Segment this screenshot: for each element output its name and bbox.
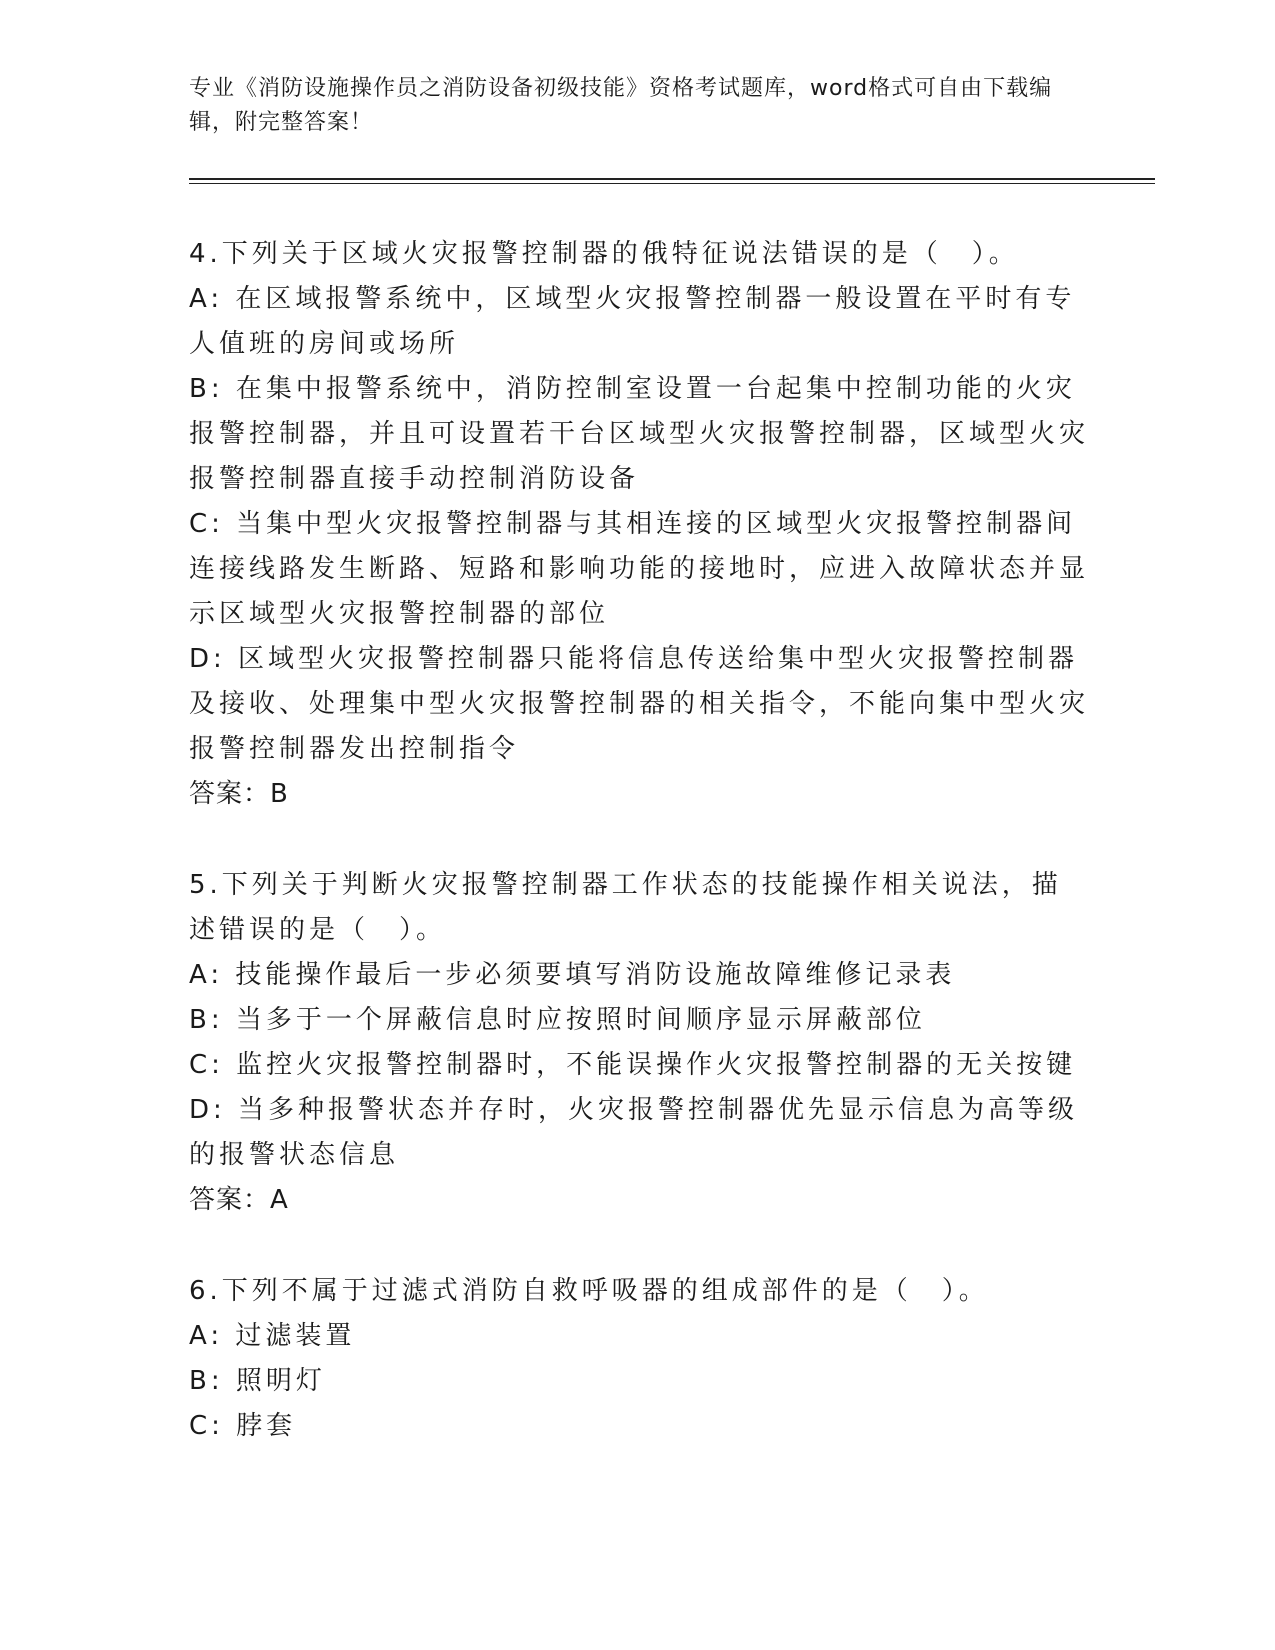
question-5 [189,863,1089,1223]
question-list [189,232,1089,1495]
question-stem: 4.下列关于区域火灾报警控制器的俄特征说法错误的是（ ）。 [189,239,1019,269]
page-header: 专业《消防设施操作员之消防设备初级技能》资格考试题库，word格式可自由下载编辑，附完整答案！ [189,76,1053,135]
option-b: B: 在集中报警系统中，消防控制室设置一台起集中控制功能的火灾报警控制器，并且可设置若干台区域型火灾报警控制器，区域型火灾报警控制器直接手动控制消防设备 [189,374,1090,494]
option-d: D: 当多种报警状态并存时，火灾报警控制器优先显示信息为高等级的报警状态信息 [189,1095,1079,1170]
option-c: C: 脖套 [189,1411,297,1441]
option-d: D: 区域型火灾报警控制器只能将信息传送给集中型火灾报警控制器及接收、处理集中型火灾报警控制器的相关指令，不能向集中型火灾报警控制器发出控制指令 [189,644,1090,764]
header-divider-thin [189,183,1155,184]
question-4 [189,232,1089,817]
option-b: B: 当多于一个屏蔽信息时应按照时间顺序显示屏蔽部位 [189,1005,926,1035]
option-c: C: 当集中型火灾报警控制器与其相连接的区域型火灾报警控制器间连接线路发生断路、短路和影响功能的接地时，应进入故障状态并显示区域型火灾报警控制器的部位 [189,509,1090,629]
question-6 [189,1269,1089,1449]
header-divider-thick [189,178,1155,180]
question-stem: 5.下列关于判断火灾报警控制器工作状态的技能操作相关说法，描述错误的是（ ）。 [189,870,1062,945]
answer: 答案：B [189,779,289,809]
option-a: A: 技能操作最后一步必须要填写消防设施故障维修记录表 [189,960,956,990]
option-a: A: 过滤装置 [189,1321,356,1351]
option-c: C: 监控火灾报警控制器时，不能误操作火灾报警控制器的无关按键 [189,1050,1077,1080]
question-stem: 6.下列不属于过滤式消防自救呼吸器的组成部件的是（ ）。 [189,1276,989,1306]
option-a: A: 在区域报警系统中，区域型火灾报警控制器一般设置在平时有专人值班的房间或场所 [189,284,1076,359]
option-b: B: 照明灯 [189,1366,326,1396]
answer: 答案：A [189,1185,289,1215]
